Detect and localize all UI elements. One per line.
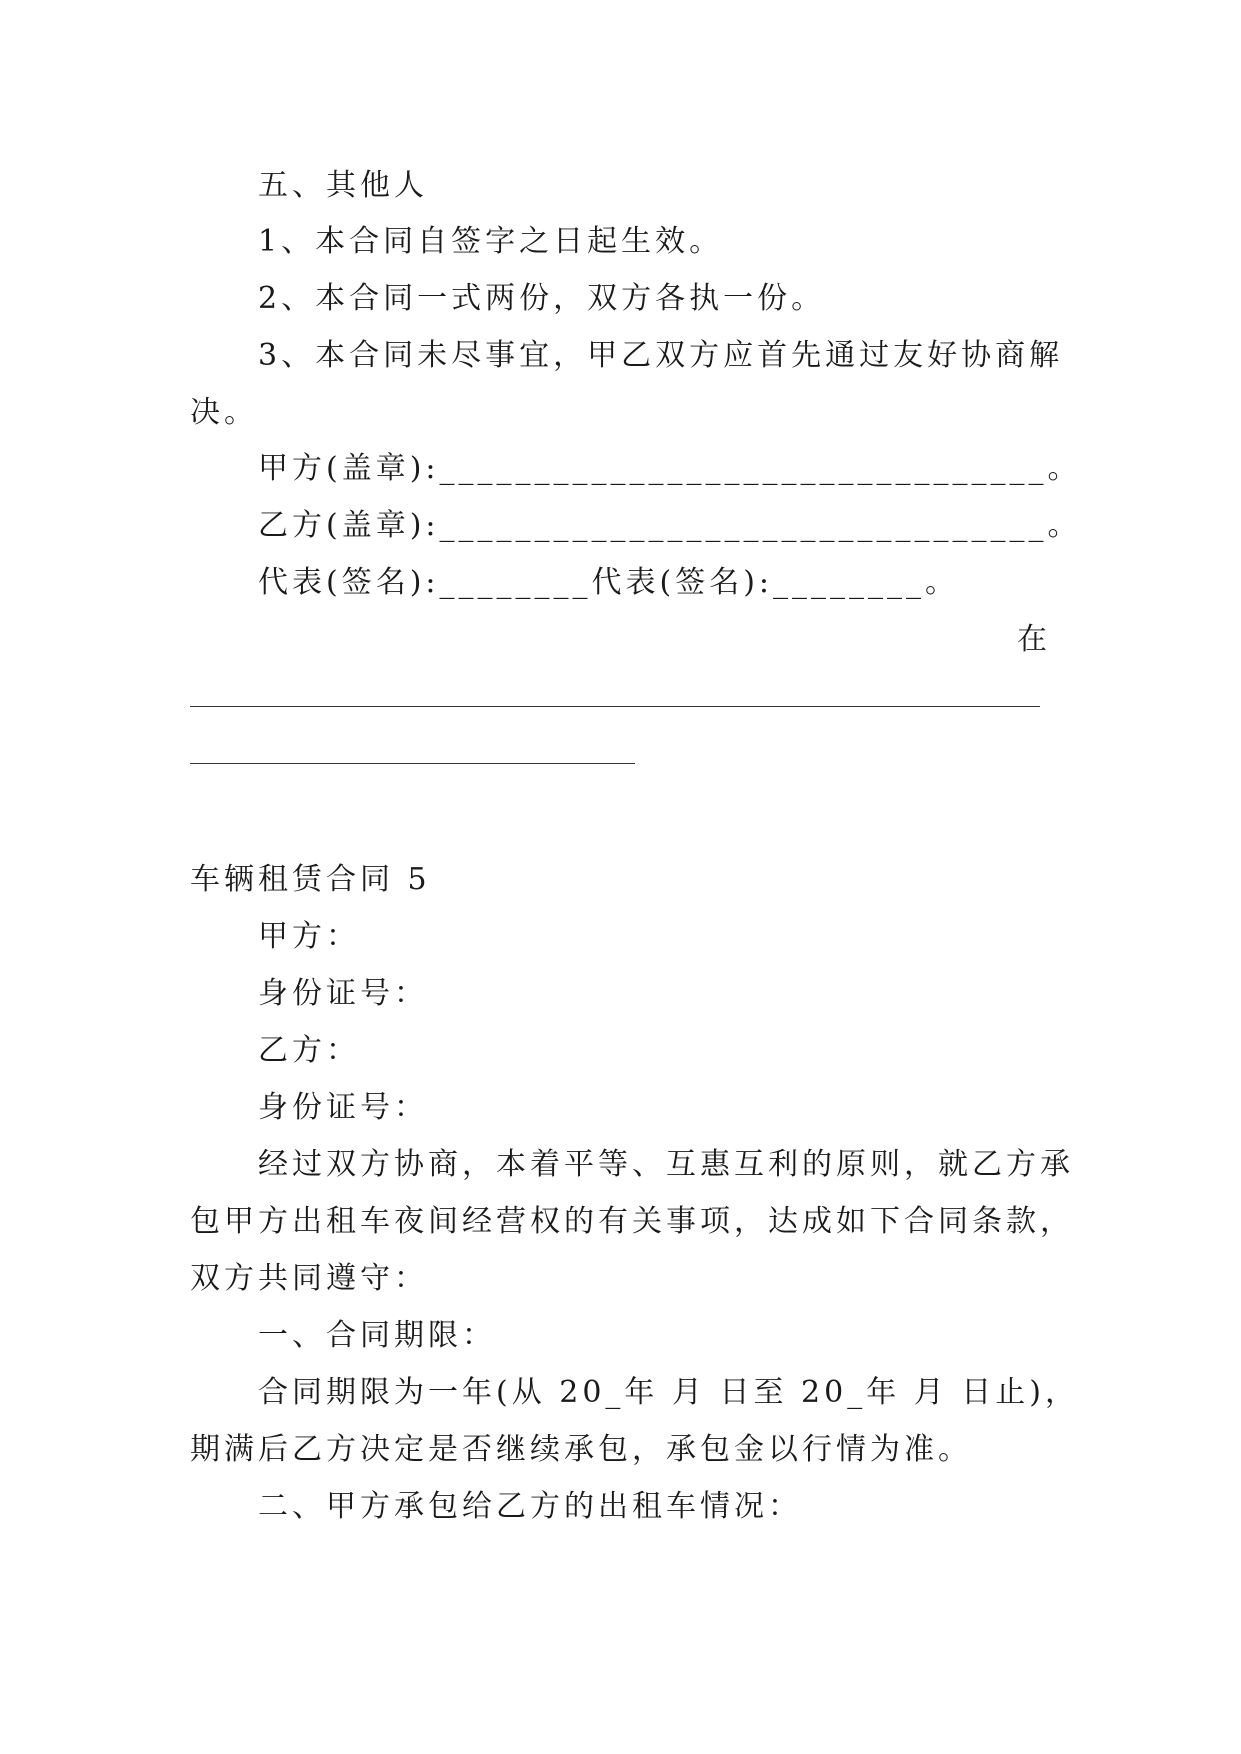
clause-unresolved-line1: 3、本合同未尽事宜，甲乙双方应首先通过友好协商解 bbox=[258, 338, 1064, 373]
party-b-seal-line: 乙方(盖章):________________________________。 bbox=[258, 508, 1082, 543]
section-heading-other: 五、其他人 bbox=[258, 168, 428, 203]
party-a-label: 甲方： bbox=[258, 919, 360, 954]
intro-paragraph-line3: 双方共同遵守： bbox=[190, 1261, 428, 1296]
party-b-label: 乙方： bbox=[258, 1033, 360, 1068]
clause-copies: 2、本合同一式两份，双方各执一份。 bbox=[258, 281, 826, 316]
contract-title: 车辆租赁合同 5 bbox=[190, 862, 431, 897]
term-paragraph-line2: 期满后乙方决定是否继续承包，承包金以行情为准。 bbox=[190, 1432, 972, 1467]
representative-signature-line: 代表(签名):________代表(签名):________。 bbox=[258, 565, 960, 600]
section2-heading: 二、甲方承包给乙方的出租车情况： bbox=[258, 1489, 802, 1524]
party-b-id-label: 身份证号： bbox=[258, 1090, 428, 1125]
party-a-id-label: 身份证号： bbox=[258, 976, 428, 1011]
term-heading: 一、合同期限： bbox=[258, 1318, 496, 1353]
party-a-seal-line: 甲方(盖章):________________________________。 bbox=[258, 451, 1082, 486]
location-label: 在 bbox=[1017, 622, 1051, 657]
clause-effective: 1、本合同自签字之日起生效。 bbox=[258, 224, 724, 259]
term-paragraph-line1: 合同期限为一年(从 20_年 月 日至 20_年 月 日止)， bbox=[258, 1375, 1079, 1410]
blank-rule-long bbox=[190, 706, 1040, 707]
intro-paragraph-line1: 经过双方协商，本着平等、互惠互利的原则，就乙方承 bbox=[258, 1147, 1074, 1182]
clause-unresolved-line2: 决。 bbox=[190, 395, 258, 430]
intro-paragraph-line2: 包甲方出租车夜间经营权的有关事项，达成如下合同条款， bbox=[190, 1204, 1074, 1239]
blank-rule-short bbox=[190, 763, 635, 764]
